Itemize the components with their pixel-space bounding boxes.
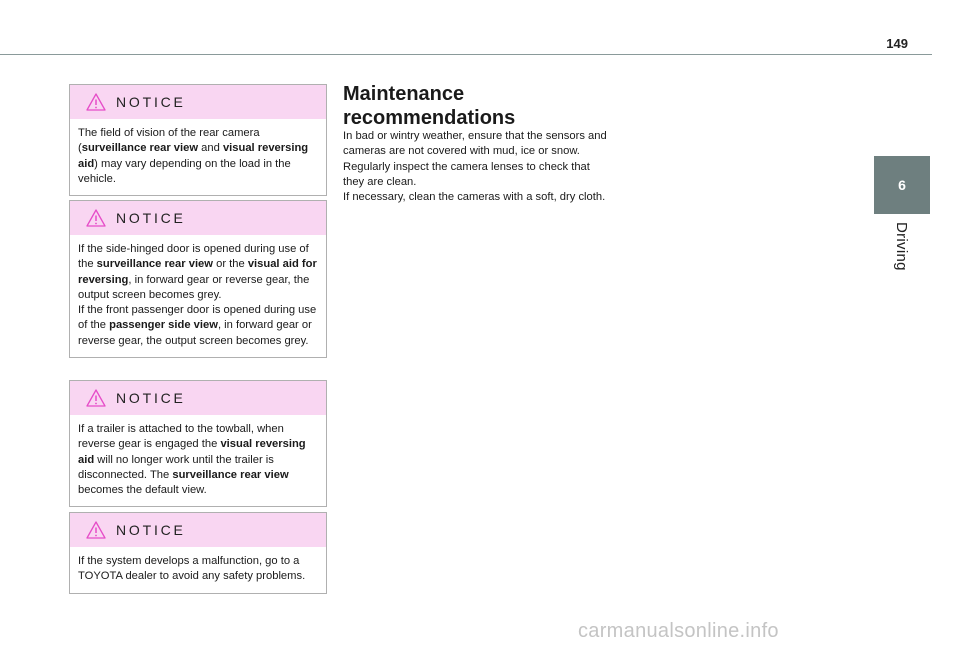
warning-triangle-icon xyxy=(86,389,106,407)
notice-title: NOTICE xyxy=(116,522,186,538)
notice-box-camera-field xyxy=(69,84,327,196)
page-number: 149 xyxy=(886,36,908,51)
notice-header xyxy=(70,201,326,235)
paragraph: In bad or wintry weather, ensure that the sensors and cameras are not covered with mud, ice or snow. xyxy=(343,130,607,158)
notice-header xyxy=(70,85,326,119)
chapter-number: 6 xyxy=(898,177,906,193)
chapter-tab[interactable] xyxy=(874,156,930,214)
warning-triangle-icon xyxy=(86,521,106,539)
warning-triangle-icon xyxy=(86,209,106,227)
paragraph: Regularly inspect the camera lenses to check that they are clean. xyxy=(343,160,590,188)
maintenance-text xyxy=(343,129,613,205)
watermark: carmanualsonline.info xyxy=(578,620,779,642)
notice-box-side-door xyxy=(69,200,327,358)
notice-title: NOTICE xyxy=(116,390,186,406)
notice-text: The field of vision of the rear camera (surveillance rear view and visual reversing aid) may vary depending on the load in the vehicle. xyxy=(78,127,309,185)
notice-box-trailer xyxy=(69,380,327,507)
notice-header xyxy=(70,513,326,547)
notice-text: If the system develops a malfunction, go to a TOYOTA dealer to avoid any safety problems. xyxy=(78,555,306,583)
paragraph: If necessary, clean the cameras with a soft, dry cloth. xyxy=(343,191,606,204)
warning-triangle-icon xyxy=(86,93,106,111)
chapter-label: Driving xyxy=(893,222,910,271)
notice-header xyxy=(70,381,326,415)
notice-text: If a trailer is attached to the towball, when reverse gear is engaged the visual reversing aid will no longer work until the trailer is disconnected. The surveillance rear view becomes the default view. xyxy=(78,423,306,497)
section-heading: Maintenance recommendations xyxy=(343,83,516,129)
notice-title: NOTICE xyxy=(116,210,186,226)
header-divider xyxy=(0,54,932,55)
notice-title: NOTICE xyxy=(116,94,186,110)
notice-text: If the side-hinged door is opened during use of the surveillance rear view or the visual aid for reversing, in forward gear or reverse gear, the output screen becomes grey. If the front passenger door is opened during use of the passenger side view, in forward gear or reverse gear, the output screen becomes grey. xyxy=(78,243,317,347)
notice-box-malfunction xyxy=(69,512,327,594)
